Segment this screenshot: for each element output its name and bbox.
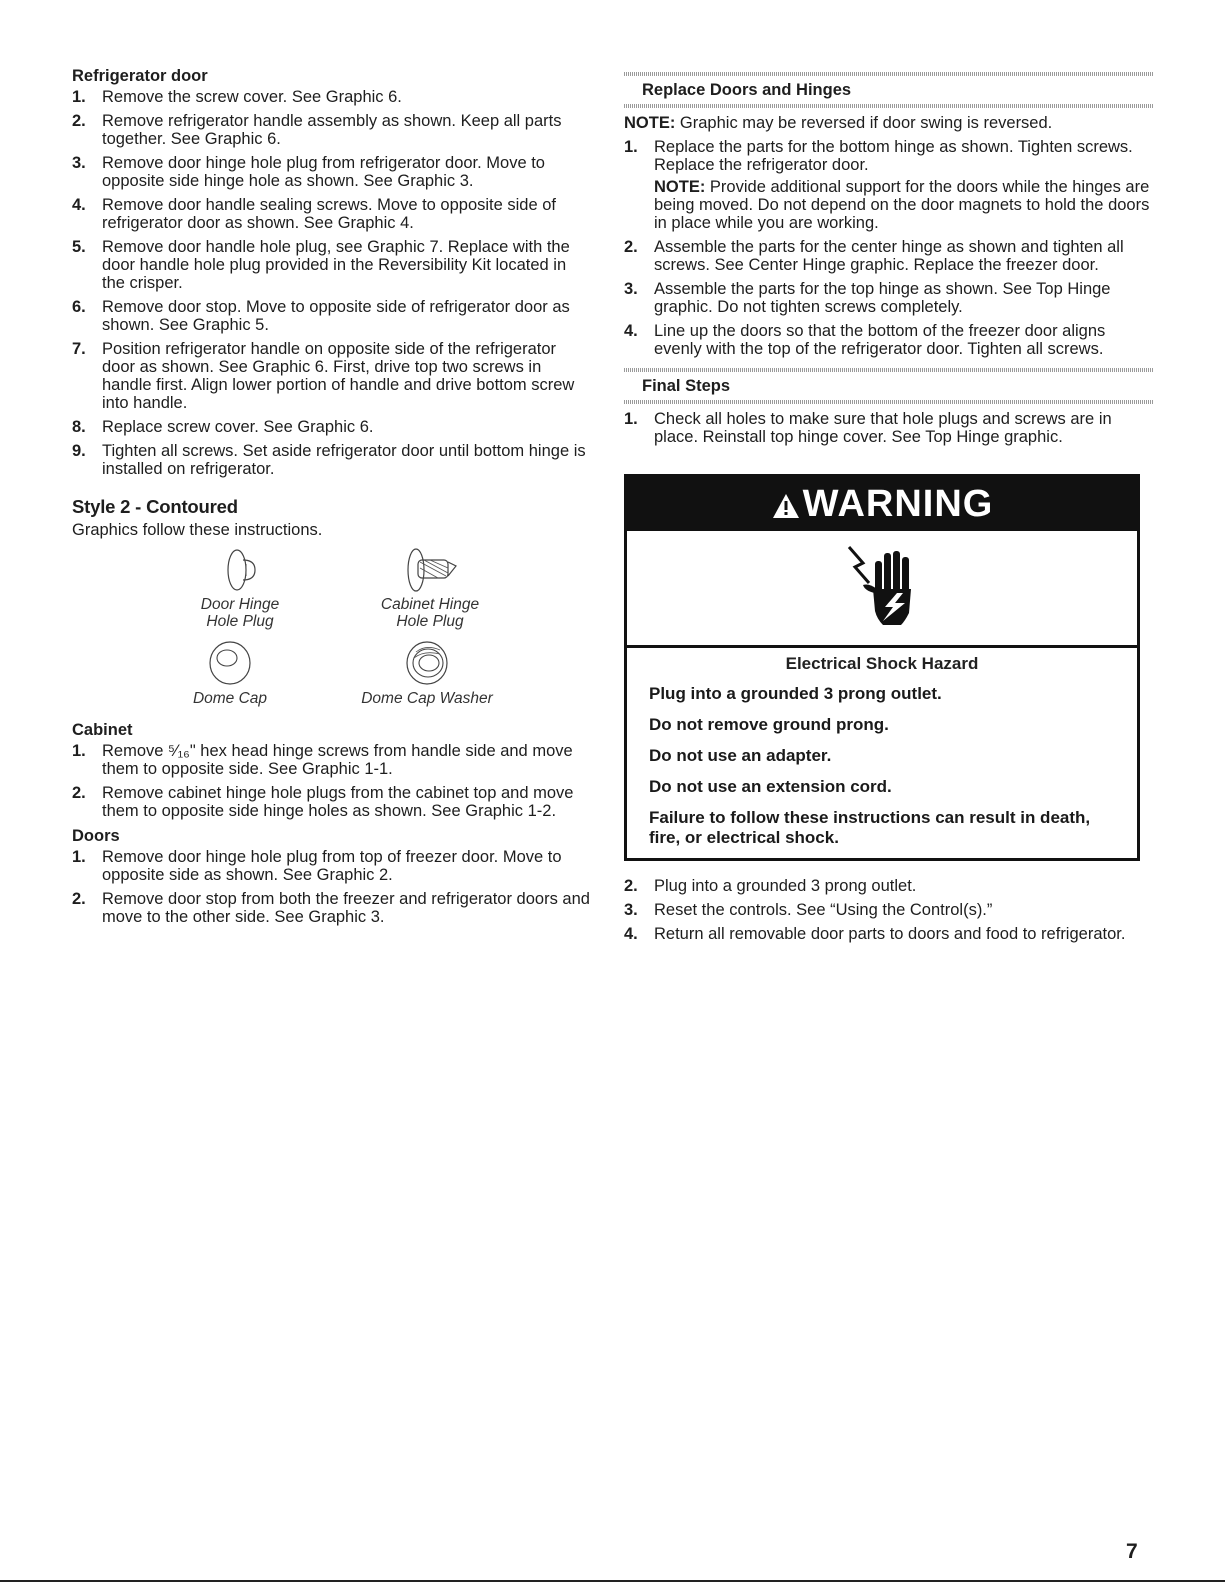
list-item: 2. Remove door stop from both the freezer and refrigerator doors and move to the other side. See Graphic 3. — [72, 890, 590, 926]
support-note: NOTE: Provide additional support for the doors while the hinges are being moved. Do not depend on the door magnets to hold the doors in place while you are working. — [654, 178, 1150, 232]
shock-hazard-area — [627, 531, 1137, 648]
refrigerator-door-heading: Refrigerator door — [72, 67, 208, 85]
dome-cap-washer-icon — [402, 636, 452, 688]
list-item: 1. Check all holes to make sure that hole plugs and screws are in place. Reinstall top hinge cover. See Top Hinge graphic. — [624, 410, 1112, 446]
list-item: 5. Remove door handle hole plug, see Graphic 7. Replace with the door handle hole plug provided in the Reversibility Kit located in the crisper. — [72, 238, 570, 292]
list-item: 7. Position refrigerator handle on opposite side of the refrigerator door as shown. See Graphic 6. First, drive top two screws in handle first. Align lower portion of handle and drive bottom screw into handle. — [72, 340, 575, 412]
door-hinge-hole-plug-icon — [215, 546, 265, 594]
list-item: 4. Return all removable door parts to doors and food to refrigerator. — [624, 925, 1126, 943]
warning-box — [624, 474, 1140, 861]
list-item: 1. Remove the screw cover. See Graphic 6. — [72, 88, 402, 106]
page-number: 7 — [1126, 1540, 1138, 1563]
warning-line: Plug into a grounded 3 prong outlet. — [649, 684, 942, 703]
style2-heading: Style 2 - Contoured — [72, 496, 238, 517]
list-item: 1. Remove door hinge hole plug from top of freezer door. Move to opposite side as shown. See Graphic 2. — [72, 848, 562, 884]
list-item: 6. Remove door stop. Move to opposite side of refrigerator door as shown. See Graphic 5. — [72, 298, 570, 334]
refrigerator-door-steps — [72, 88, 592, 478]
right-column — [624, 72, 1154, 949]
doors-heading: Doors — [72, 827, 120, 845]
cabinet-hinge-hole-plug-icon — [398, 546, 462, 594]
final-steps-heading: Final Steps — [624, 368, 1154, 404]
cabinet-steps — [72, 742, 592, 820]
cabinet-heading: Cabinet — [72, 721, 133, 739]
list-item: 2. Assemble the parts for the center hinge as shown and tighten all screws. See Center Hinge graphic. Replace the freezer door. — [624, 238, 1124, 274]
warning-banner: WARNING — [627, 477, 1137, 531]
dome-cap-washer: Dome Cap Washer — [352, 636, 502, 707]
replace-doors-heading: Replace Doors and Hinges — [624, 72, 1154, 108]
list-item: 1. Remove ⁵⁄₁₆" hex head hinge screws from handle side and move them to opposite side. See Graphic 1-1. — [72, 742, 573, 778]
list-item: 4. Remove door handle sealing screws. Move to opposite side of refrigerator door as shown. See Graphic 4. — [72, 196, 556, 232]
warning-line: Do not use an adapter. — [649, 746, 832, 765]
list-item: 3. Assemble the parts for the top hinge as shown. See Top Hinge graphic. Do not tighten screws completely. — [624, 280, 1111, 316]
list-item: 3. Reset the controls. See “Using the Control(s).” — [624, 901, 993, 919]
dome-cap: Dome Cap — [170, 636, 290, 707]
list-item: 8. Replace screw cover. See Graphic 6. — [72, 418, 374, 436]
doors-steps — [72, 848, 592, 926]
list-item: 4. Line up the doors so that the bottom of the freezer door aligns evenly with the top of the refrigerator door. Tighten all screws. — [624, 322, 1106, 358]
door-hinge-hole-plug: Door Hinge Hole Plug — [180, 546, 300, 630]
list-item: 2. Remove refrigerator handle assembly as shown. Keep all parts together. See Graphic 6. — [72, 112, 562, 148]
cabinet-hinge-hole-plug: Cabinet Hinge Hole Plug — [360, 546, 500, 630]
after-warning-steps — [624, 877, 1154, 943]
electric-shock-hand-icon — [835, 541, 935, 637]
left-column — [72, 66, 592, 932]
warning-line: Do not use an extension cord. — [649, 777, 892, 796]
warning-line: Failure to follow these instructions can result in death, fire, or electrical shock. — [649, 808, 1091, 847]
replace-note: NOTE: Graphic may be reversed if door swing is reversed. — [624, 114, 1053, 132]
list-item: 2. Remove cabinet hinge hole plugs from the cabinet top and move them to opposite side hinge holes as shown. See Graphic 1-2. — [72, 784, 574, 820]
dome-cap-icon — [205, 636, 255, 688]
bottom-rule — [0, 1580, 1225, 1582]
warning-line: Do not remove ground prong. — [649, 715, 889, 734]
final-steps — [624, 410, 1154, 446]
replace-steps — [624, 138, 1154, 358]
list-item: 1. Replace the parts for the bottom hinge as shown. Tighten screws. Replace the refrigerator door. NOTE: Provide additional support for the doors while the hinges are being moved. Do not depend on the door magnets to hold the doors in place while you are working. — [624, 138, 1154, 232]
warning-body — [627, 648, 1137, 858]
style2-intro: Graphics follow these instructions. — [72, 521, 323, 539]
parts-illustrations — [72, 546, 592, 714]
warning-triangle-icon — [771, 491, 801, 521]
hazard-title: Electrical Shock Hazard — [785, 654, 979, 673]
list-item: 2. Plug into a grounded 3 prong outlet. — [624, 877, 917, 895]
list-item: 3. Remove door hinge hole plug from refrigerator door. Move to opposite side hinge hole as shown. See Graphic 3. — [72, 154, 545, 190]
list-item: 9. Tighten all screws. Set aside refrigerator door until bottom hinge is installed on refrigerator. — [72, 442, 586, 478]
